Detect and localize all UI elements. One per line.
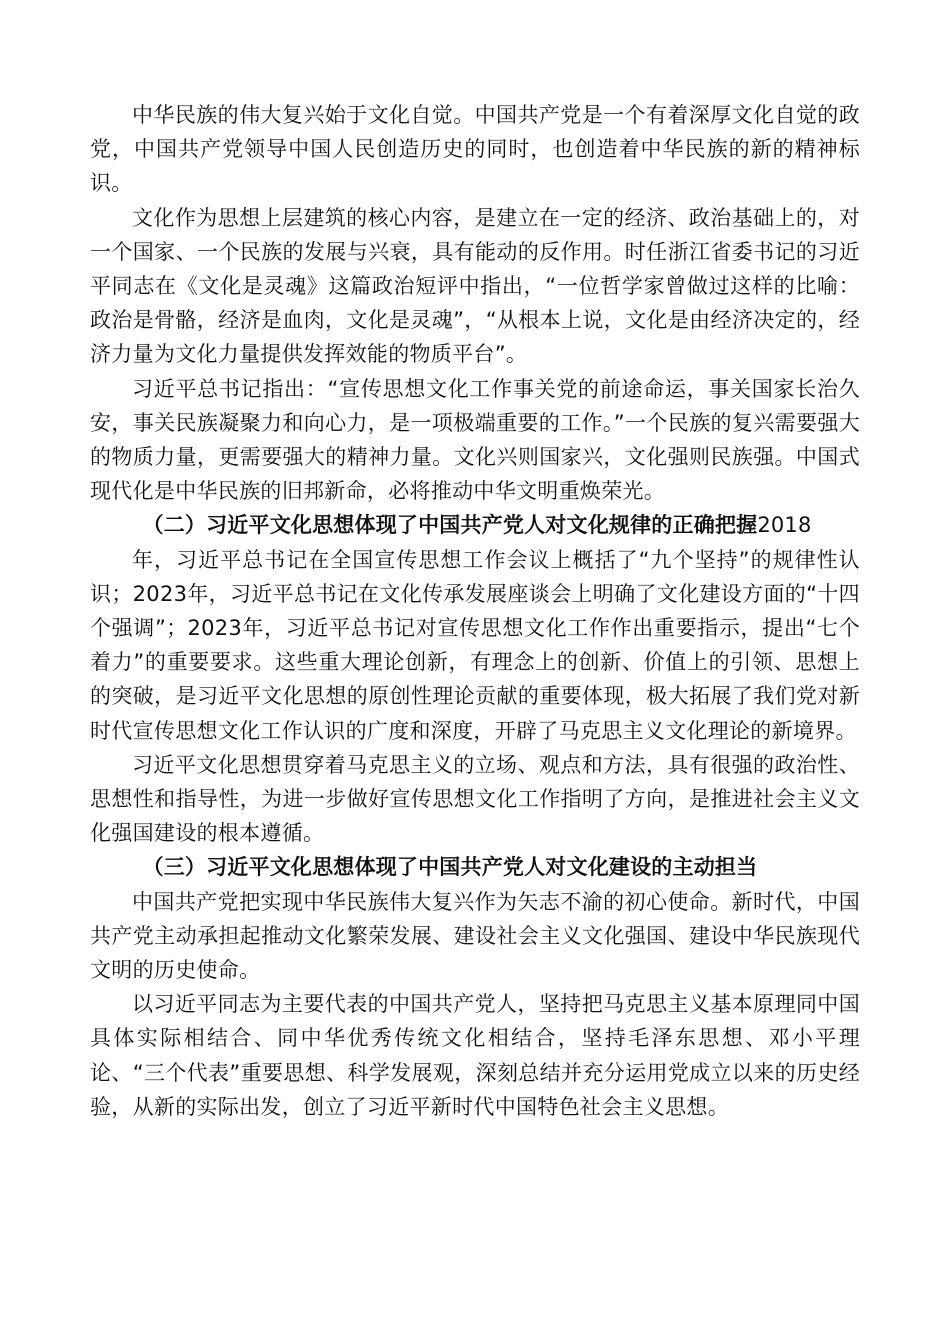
section-2-heading-tail: 2018 xyxy=(757,513,812,538)
paragraph-2: 文化作为思想上层建筑的核心内容，是建立在一定的经济、政治基础上的，对一个国家、一个民族的发展与兴衰，具有能动的反作用。时任浙江省委书记的习近平同志在《文化是灵魂》这篇政治短评中指出，“一位哲学家曾做过这样的比喻：政治是骨骼，经济是血肉，文化是灵魂”，“从根本上说，文化是由经济决定的，经济力量为文化力量提供发挥效能的物质平台”。 xyxy=(90,205,860,367)
section-2-heading xyxy=(90,508,860,542)
section-2-heading-text: （二）习近平文化思想体现了中国共产党人对文化规律的正确把握 xyxy=(142,513,758,538)
section-2-continuation: 年，习近平总书记在全国宣传思想工作会议上概括了“九个坚持”的规律性认识；2023年，习近平总书记在文化传承发展座谈会上明确了文化建设方面的“十四个强调”；2023年，习近平总书记对宣传思想文化工作作出重要指示，提出“七个着力”的重要要求。这些重大理论创新，有理念上的创新、价值上的引领、思想上的突破，是习近平文化思想的原创性理论贡献的重要体现，极大拓展了我们党对新时代宣传思想文化工作认识的广度和深度，开辟了马克思主义文化理论的新境界。 xyxy=(90,547,860,743)
section-3-heading: （三）习近平文化思想体现了中国共产党人对文化建设的主动担当 xyxy=(142,855,758,880)
paragraph-1: 中华民族的伟大复兴始于文化自觉。中国共产党是一个有着深厚文化自觉的政党，中国共产党领导中国人民创造历史的同时，也创造着中华民族的新的精神标识。 xyxy=(90,103,860,196)
section-3-paragraph-1: 中国共产党把实现中华民族伟大复兴作为矢志不渝的初心使命。新时代，中国共产党主动承担起推动文化繁荣发展、建设社会主义文化强国、建设中华民族现代文明的历史使命。 xyxy=(90,889,860,983)
paragraph-3: 习近平总书记指出：“宣传思想文化工作事关党的前途命运，事关国家长治久安，事关民族凝聚力和向心力，是一项极端重要的工作。”一个民族的复兴需要强大的物质力量，更需要强大的精神力量。文化兴则国家兴，文化强则民族强。中国式现代化是中华民族的旧邦新命，必将推动中华文明重焕荣光。 xyxy=(90,376,860,504)
section-2-paragraph-1: 习近平文化思想贯穿着马克思主义的立场、观点和方法，具有很强的政治性、思想性和指导性，为进一步做好宣传思想文化工作指明了方向，是推进社会主义文化强国建设的根本遵循。 xyxy=(90,752,860,846)
section-3-paragraph-2: 以习近平同志为主要代表的中国共产党人，坚持把马克思主义基本原理同中国具体实际相结合、同中华优秀传统文化相结合，坚持毛泽东思想、邓小平理论、“三个代表”重要思想、科学发展观，深刻总结并充分运用党成立以来的历史经验，从新的实际出发，创立了习近平新时代中国特色社会主义思想。 xyxy=(90,992,860,1119)
